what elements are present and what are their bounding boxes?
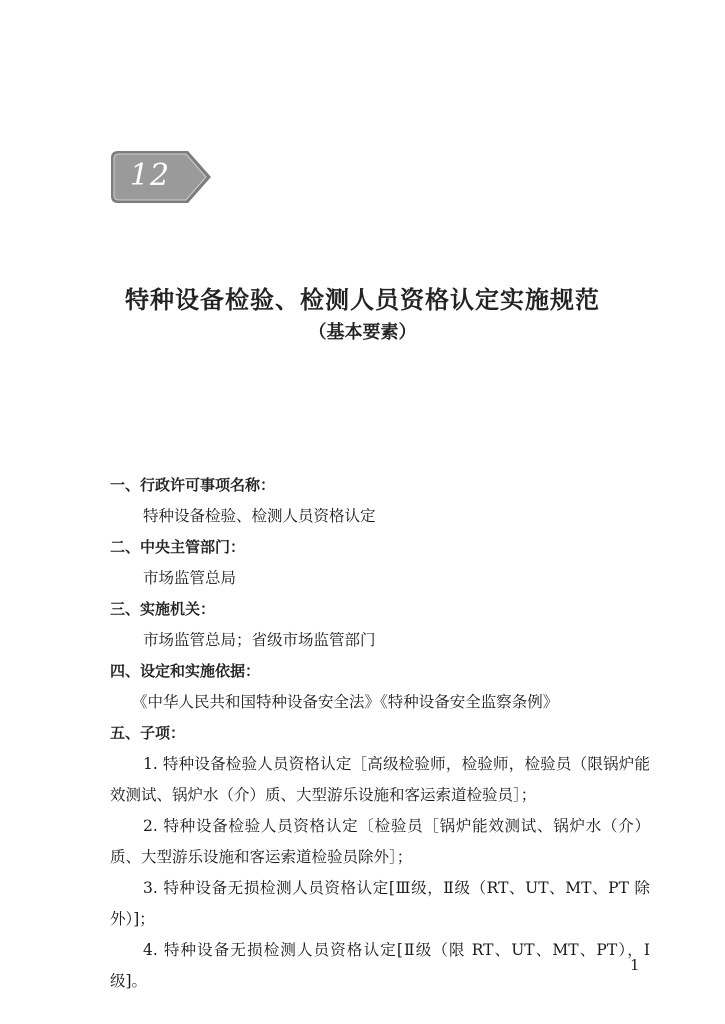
chapter-badge (110, 150, 214, 204)
sub-item: 3. 特种设备无损检测人员资格认定[Ⅲ级，Ⅱ级（RT、UT、MT、PT 除外）]； (110, 879, 650, 928)
section-heading-5: 五、子项： (110, 724, 186, 742)
section-body-2: 市场监管总局 (143, 569, 237, 587)
sub-item: 2. 特种设备检验人员资格认定〔检验员［锅炉能效测试、锅炉水（介）质、大型游乐设施和客运索道检验员除外］； (110, 817, 650, 866)
page-subtitle: （基本要素） (308, 322, 417, 343)
section-body-4: 《中华人民共和国特种设备安全法》《特种设备安全监察条例》 (132, 693, 559, 711)
sub-item: 4. 特种设备无损检测人员资格认定[Ⅱ级（限 RT、UT、MT、PT），Ⅰ级]。 (110, 941, 650, 990)
section-heading-1: 一、行政许可事项名称： (110, 476, 276, 494)
section-body-1: 特种设备检验、检测人员资格认定 (143, 507, 376, 525)
document-body (110, 470, 650, 997)
sub-item: 1. 特种设备检验人员资格认定［高级检验师，检验师，检验员（限锅炉能效测试、锅炉水（介）质、大型游乐设施和客运索道检验员］； (110, 755, 650, 804)
section-heading-2: 二、中央主管部门： (110, 538, 246, 556)
section-body-3: 市场监管总局；省级市场监管部门 (143, 631, 376, 649)
page-number: 1 (630, 956, 640, 974)
chapter-number: 12 (129, 158, 171, 193)
section-heading-3: 三、实施机关： (110, 600, 216, 618)
section-heading-4: 四、设定和实施依据： (110, 662, 261, 680)
page-title: 特种设备检验、检测人员资格认定实施规范 (125, 286, 600, 314)
